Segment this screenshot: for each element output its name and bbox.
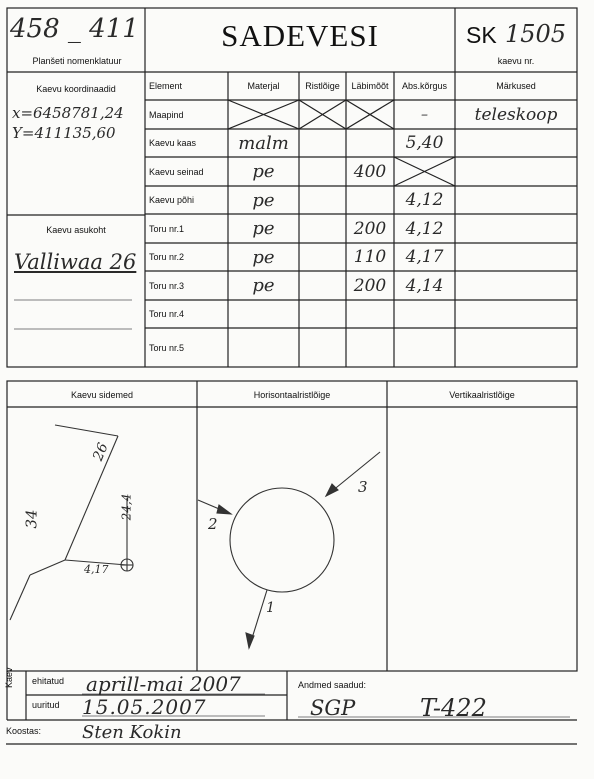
table-cell-material: pe (252, 246, 275, 268)
horizontal-section (198, 452, 380, 648)
well-code-prefix: SK (466, 22, 497, 48)
table-row-element: Kaevu põhi (149, 195, 195, 205)
table-cell-diameter: 110 (353, 247, 387, 267)
table-cell-diameter: 200 (353, 218, 387, 239)
data-from-label: Andmed saadud: (298, 680, 367, 690)
pipe-3-label: 3 (358, 478, 368, 496)
surveyed-label: uuritud (32, 700, 60, 710)
dim-34: 34 (22, 509, 41, 529)
coordinates-label: Kaevu koordinaadid (36, 84, 116, 94)
table-row-element: Toru nr.4 (149, 309, 185, 319)
table-cell-material: pe (252, 275, 275, 296)
table-cell-material: pe (252, 161, 275, 182)
table-cell-remarks: teleskoop (474, 104, 558, 125)
pipe-2-label: 2 (208, 515, 218, 533)
col-header-material: Materjal (247, 81, 280, 91)
compiled-label: Koostas: (6, 726, 42, 736)
pipe-1-label: 1 (266, 600, 275, 616)
links-title: Kaevu sidemed (70, 390, 134, 400)
table-row-element: Toru nr.5 (149, 342, 185, 353)
well-number-label: kaevu nr. (497, 56, 535, 66)
nomenclature-label: Planšeti nomenklatuur (32, 56, 122, 66)
coordinate-y: Y=411135,60 (12, 124, 116, 142)
location-value: Valliwaa 26 (14, 250, 137, 274)
dim-26: 26 (90, 440, 112, 464)
table-cell-abs: 4,17 (405, 247, 444, 267)
table-row-element: Kaevu kaas (149, 138, 197, 148)
level-label: 4,17 (84, 563, 109, 576)
kaev-label: Kaev (4, 667, 14, 688)
surveyed-value: 15.05.2007 (82, 695, 207, 719)
col-header-remarks: Märkused (496, 81, 536, 91)
col-header-abs-height: Abs.kõrgus (401, 81, 448, 91)
well-code-number: 1505 (505, 20, 567, 48)
horizontal-title: Horisontaalristlõige (253, 390, 331, 400)
table-row-element: Toru nr.1 (149, 223, 185, 234)
location-label: Kaevu asukoht (46, 225, 106, 235)
table-cell-abs: 4,12 (405, 218, 444, 239)
table-cell-material: malm (238, 132, 289, 154)
built-value: aprill-mai 2007 (86, 672, 241, 696)
col-header-diameter: Läbimõõt (351, 81, 389, 91)
coordinate-x: x=6458781,24 (12, 104, 124, 122)
table-cell-diameter: 200 (353, 275, 387, 296)
table-row-element: Toru nr.3 (149, 280, 185, 291)
table-cell-diameter: 400 (353, 161, 387, 182)
table-cell-abs: 4,12 (405, 190, 444, 210)
col-header-cross-section: Ristlõige (305, 81, 340, 91)
table-cell-material: pe (252, 189, 275, 211)
table-row-element: Kaevu seinad (149, 166, 204, 177)
data-from-doc: T-422 (420, 694, 487, 722)
table-row-element: Maapind (149, 109, 184, 120)
table-cell-material: pe (252, 218, 275, 239)
table-cell-abs: – (421, 106, 428, 123)
page-title: SADEVESI (221, 18, 379, 53)
data-from-org: SGP (310, 696, 356, 720)
built-label: ehitatud (32, 676, 65, 686)
dim-244: 24,4 (119, 493, 134, 521)
compiled-value: Sten Kokin (82, 722, 182, 743)
col-header-element: Element (149, 81, 183, 91)
table-row-element: Toru nr.2 (149, 252, 185, 262)
nomenclature-value: 458 _ 411 (10, 14, 139, 44)
vertical-title: Vertikaalristlõige (449, 390, 515, 400)
table-cell-abs: 5,40 (405, 133, 444, 153)
table-cell-abs: 4,14 (405, 275, 444, 296)
